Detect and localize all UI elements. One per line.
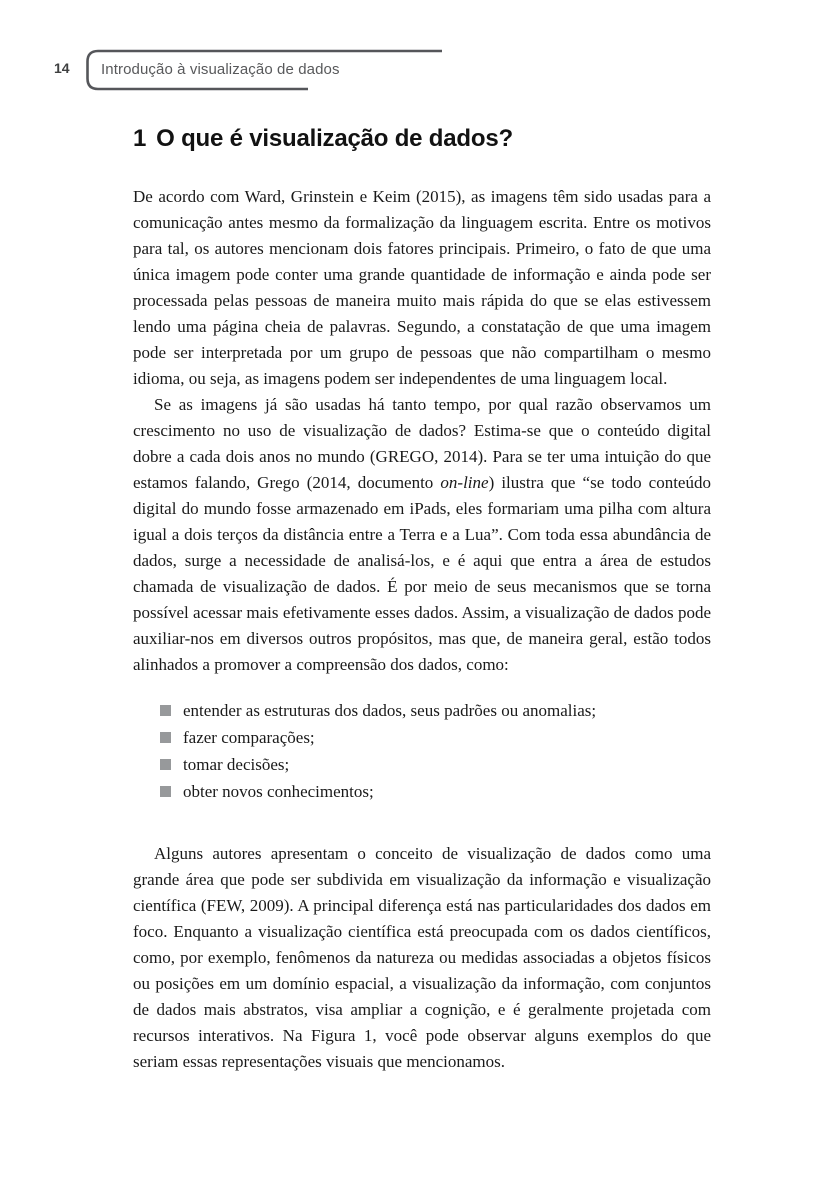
text-column — [133, 124, 711, 1075]
list-item — [160, 697, 711, 724]
list-item — [160, 751, 711, 778]
paragraph — [133, 392, 711, 678]
paragraph: Alguns autores apresentam o conceito de visualização de dados como uma grande área que pode ser subdivida em visualização da informação e visualização científica (FEW, 2009). A principal diferença está nas particularidades dos dados em foco. Enquanto a visualização científica está preocupada com os dados científicos, como, por exemplo, fenômenos da natureza ou medidas associadas a objetos físicos ou posições em um domínio espacial, a visualização da informação, com conjuntos de dados mais abstratos, visa ampliar a cognição, e é geralmente projetada com recursos interativos. Na Figura 1, você pode observar alguns exemplos do que seriam essas representações visuais que mencionamos. — [133, 844, 711, 1071]
running-head-label: Introdução à visualização de dados — [101, 61, 340, 78]
square-bullet-icon — [160, 786, 171, 797]
list-item-text: fazer comparações; — [183, 728, 315, 747]
paragraph: De acordo com Ward, Grinstein e Keim (2015), as imagens têm sido usadas para a comunicação antes mesmo da formalização da linguagem escrita. Entre os motivos para tal, os autores mencionam dois fatores principais. Primeiro, o fato de que uma única imagem pode conter uma grande quantidade de informação e ainda pode ser processada pelas pessoas de maneira muito mais rápida do que se elas estivessem lendo uma página cheia de palavras. Segundo, a constatação de que uma imagem pode ser interpretada por um grupo de pessoas que não compartilham o mesmo idioma, ou seja, as imagens podem ser independentes de uma linguagem local. — [133, 187, 711, 388]
square-bullet-icon — [160, 732, 171, 743]
paragraph-text: ) ilustra que “se todo conteúdo digital do mundo fosse armazenado em iPads, eles formariam uma pilha com altura igual a dois terços da distância entre a Terra e a Lua”. Com toda essa abundância de dados, surge a necessidade de analisá-los, e é aqui que entra a área de estudos chamada de visualização de dados. É por meio de seus mecanismos que se torna possível acessar mais efetivamente esses dados. Assim, a visualização de dados pode auxiliar-nos em diversos outros propósitos, mas que, de maneira geral, estão todos alinhados a promover a compreensão dos dados, como: — [133, 473, 711, 674]
list-item — [160, 778, 711, 805]
square-bullet-icon — [160, 759, 171, 770]
body-text — [133, 184, 711, 1075]
page-number: 14 — [54, 60, 70, 76]
italic-term: on-line — [440, 473, 489, 492]
paragraph-text: Se as imagens já são usadas há tanto tempo, por qual razão observamos um crescimento no uso de visualização de dados? Estima-se que o conteúdo digital dobre a cada dois anos no mundo (GREGO, 2014). Para se ter uma intuição do que estamos falando, Grego (2014, documento — [133, 395, 711, 492]
square-bullet-icon — [160, 705, 171, 716]
list-item-text: tomar decisões; — [183, 755, 290, 774]
list-item-text: entender as estruturas dos dados, seus padrões ou anomalias; — [183, 701, 597, 720]
chapter-heading — [133, 124, 711, 154]
list-item — [160, 724, 711, 751]
goal-list — [133, 697, 711, 805]
chapter-title: O que é visualização de dados? — [156, 125, 513, 152]
list-item-text: obter novos conhecimentos; — [183, 782, 374, 801]
chapter-number: 1 — [133, 125, 147, 152]
